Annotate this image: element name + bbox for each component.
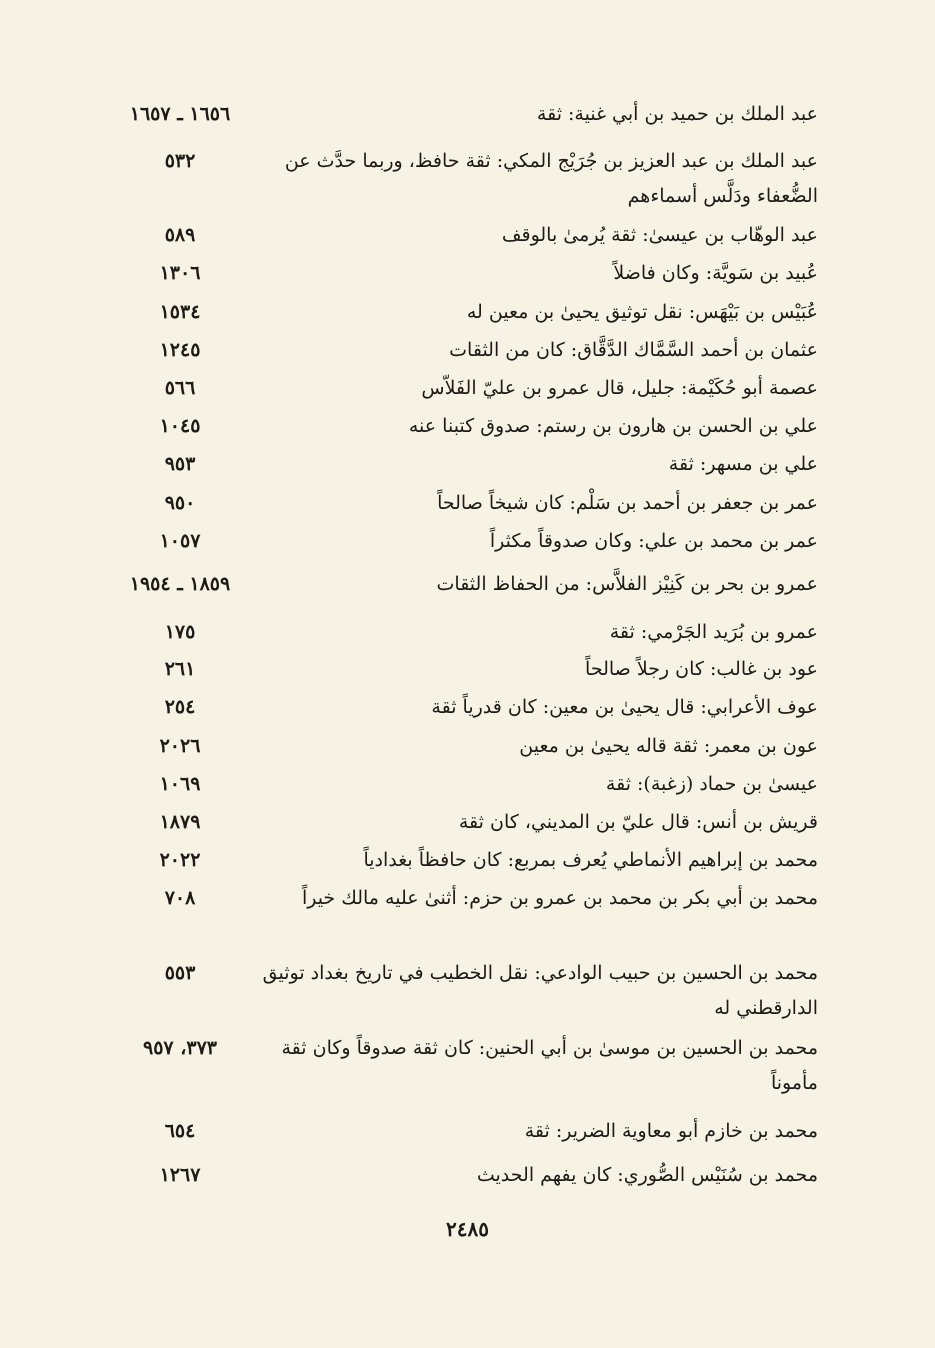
entry-text: عبد الملك بن حميد بن أبي غنية: ثقة — [536, 103, 818, 125]
entry-text: محمد بن خازم أبو معاوية الضرير: ثقة — [524, 1120, 818, 1142]
entry-text: علي بن مسهر: ثقة — [668, 453, 818, 475]
entry-text: عيسىٰ بن حماد (زغبة): ثقة — [605, 773, 818, 795]
entry-reference: ١٥٣٤ — [159, 301, 201, 323]
entry-text: علي بن الحسن بن هارون بن رستم: صدوق كتبنا عنه — [408, 415, 818, 437]
entry-reference: ٩٥٣ — [164, 453, 196, 475]
entry-reference: ٥٣٢ — [164, 150, 196, 172]
entry-reference: ١٨٥٩ ـ ١٩٥٤ — [129, 573, 231, 595]
entry-text: محمد بن إبراهيم الأنماطي يُعرف بمربع: كان حافظاً بغدادياً — [363, 849, 818, 871]
entry-reference: ١٢٦٧ — [159, 1164, 201, 1186]
entry-text: عُبيد بن سَويَّة: وكان فاضلاً — [613, 262, 818, 284]
entry-reference: ١٠٤٥ — [159, 415, 201, 437]
entry-text: عصمة أبو حُكَيْمة: جليل، قال عمرو بن عليّ الفَلاّس — [421, 377, 818, 399]
page-number: ٢٤٨٥ — [446, 1217, 489, 1241]
entry-reference: ٢٠٢٦ — [159, 735, 201, 757]
entry-text: محمد بن سُنَيْس الصُّوري: كان يفهم الحديث — [476, 1164, 818, 1186]
entry-reference: ٣٧٣، ٩٥٧ — [143, 1037, 217, 1059]
entry-reference: ٢٥٤ — [164, 696, 196, 718]
entry-text: عثمان بن أحمد السَّمَّاك الدَّقَّاق: كان من الثقات — [449, 339, 818, 361]
entry-reference: ٢٠٢٢ — [159, 849, 201, 871]
entry-text: عمرو بن بحر بن كَنِيْز الفلاَّس: من الحفاظ الثقات — [436, 573, 818, 595]
entry-reference: ٥٨٩ — [164, 224, 196, 246]
entry-reference: ١٦٥٦ ـ ١٦٥٧ — [129, 103, 231, 125]
entry-text: محمد بن الحسين بن موسىٰ بن أبي الحنين: كان ثقة صدوقاً وكان ثقة مأموناً — [281, 1037, 818, 1094]
entry-reference: ١٣٠٦ — [159, 262, 201, 284]
entry-reference: ١٠٥٧ — [159, 530, 201, 552]
entry-text: عون بن معمر: ثقة قاله يحيىٰ بن معين — [519, 735, 818, 757]
entry-reference: ١٧٥ — [164, 621, 196, 643]
entry-text: عمرو بن بُرَيد الجَرْمي: ثقة — [609, 621, 818, 643]
entry-text: قريش بن أنس: قال عليّ بن المديني، كان ثقة — [458, 811, 818, 833]
entry-text: عوف الأعرابي: قال يحيىٰ بن معين: كان قدرياً ثقة — [431, 696, 818, 718]
entry-reference: ٥٦٦ — [164, 377, 196, 399]
entry-reference: ١٨٧٩ — [159, 811, 201, 833]
entry-reference: ٦٥٤ — [164, 1120, 196, 1142]
entry-text: محمد بن الحسين بن حبيب الوادعي: نقل الخطيب في تاريخ بغداد توثيق الدارقطني له — [262, 962, 818, 1019]
entry-reference: ١٢٤٥ — [159, 339, 201, 361]
entry-reference: ١٠٦٩ — [159, 773, 201, 795]
entry-text: عود بن غالب: كان رجلاً صالحاً — [585, 658, 818, 680]
entry-reference: ٥٥٣ — [164, 962, 196, 984]
entry-reference: ٢٦١ — [164, 658, 196, 680]
entry-text: عمر بن محمد بن علي: وكان صدوقاً مكثراً — [489, 530, 818, 552]
entry-text: عبد الوهّاب بن عيسىٰ: ثقة يُرمىٰ بالوقف — [501, 224, 818, 246]
entry-reference: ٩٥٠ — [164, 492, 196, 514]
entry-text: عبد الملك بن عبد العزيز بن جُرَيْج المكي: ثقة حافظ، وربما حدَّث عن الضُّعفاء ودَلَّس أسماءهم — [284, 150, 818, 207]
entry-text: محمد بن أبي بكر بن محمد بن عمرو بن حزم: أثنىٰ عليه مالك خيراً — [301, 887, 818, 909]
entry-text: عُبَيْس بن بَيْهَس: نقل توثيق يحيىٰ بن معين له — [466, 301, 818, 323]
entry-text: عمر بن جعفر بن أحمد بن سَلْم: كان شيخاً صالحاً — [437, 492, 818, 514]
entry-reference: ٧٠٨ — [164, 887, 196, 909]
